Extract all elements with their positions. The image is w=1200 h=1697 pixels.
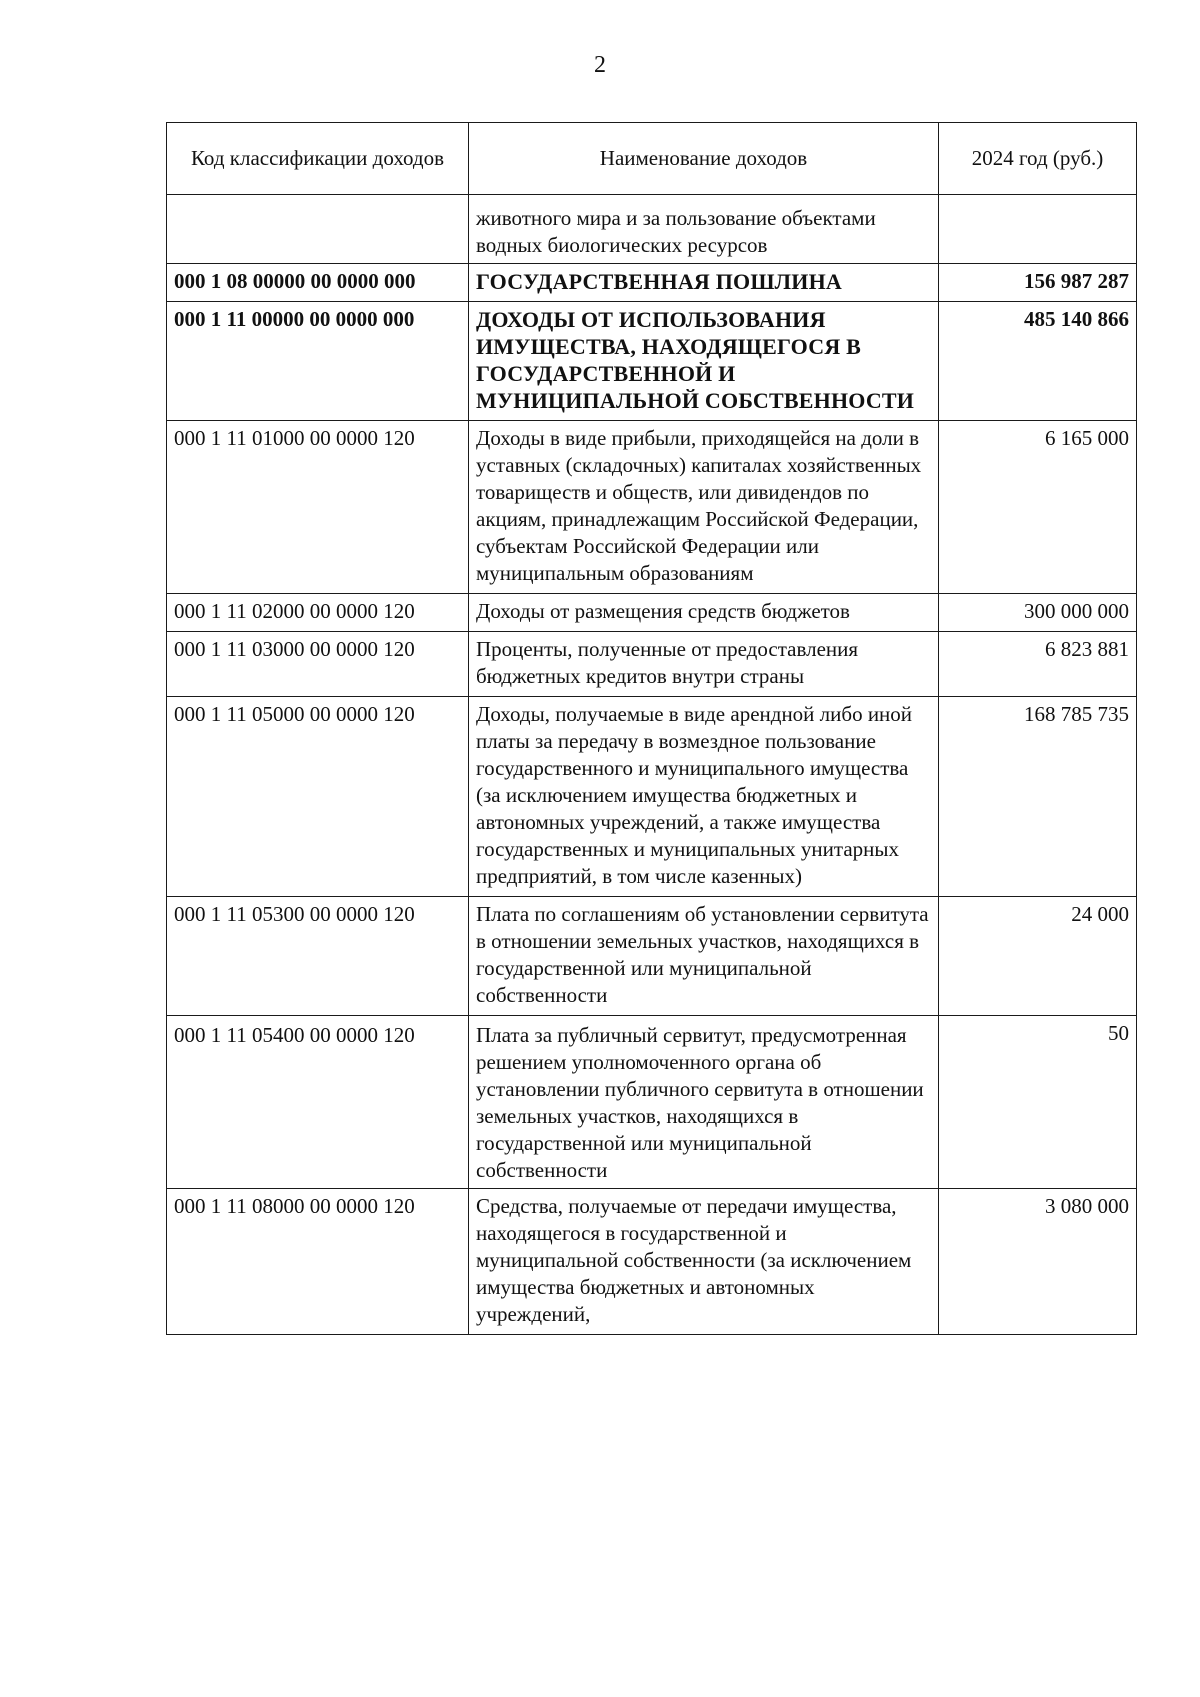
income-table: [166, 122, 1137, 1335]
table-row: [167, 594, 1137, 632]
table-row: [167, 1189, 1137, 1335]
table-row: [167, 195, 1137, 264]
row-name: ДОХОДЫ ОТ ИСПОЛЬЗОВАНИЯ ИМУЩЕСТВА, НАХОДЯЩЕГОСЯ В ГОСУДАРСТВЕННОЙ И МУНИЦИПАЛЬНОЙ СОБСТВЕННОСТИ: [469, 302, 939, 421]
row-amount: 300 000 000: [939, 594, 1137, 632]
table-row: [167, 302, 1137, 421]
row-code: 000 1 11 00000 00 0000 000: [167, 302, 469, 421]
row-amount: 6 165 000: [939, 421, 1137, 594]
row-code: 000 1 11 05300 00 0000 120: [167, 897, 469, 1016]
table-header-row: [167, 123, 1137, 195]
row-amount: [939, 195, 1137, 264]
row-code: 000 1 11 03000 00 0000 120: [167, 632, 469, 697]
table-row: [167, 697, 1137, 897]
row-name: Доходы, получаемые в виде арендной либо иной платы за передачу в возмездное пользование государственного и муниципального имущества (за исключением имущества бюджетных и автономных учреждений, а также имущества государственных и муниципальных унитарных предприятий, в том числе казенных): [469, 697, 939, 897]
row-code: 000 1 11 02000 00 0000 120: [167, 594, 469, 632]
row-name: ГОСУДАРСТВЕННАЯ ПОШЛИНА: [469, 264, 939, 302]
page-number: 2: [594, 52, 606, 78]
row-name: Средства, получаемые от передачи имущества, находящегося в государственной и муниципальной собственности (за исключением имущества бюджетных и автономных учреждений,: [469, 1189, 939, 1335]
row-code: 000 1 11 05400 00 0000 120: [167, 1016, 469, 1189]
row-code: 000 1 11 05000 00 0000 120: [167, 697, 469, 897]
row-code: [167, 195, 469, 264]
row-amount: 50: [939, 1016, 1137, 1189]
row-amount: 156 987 287: [939, 264, 1137, 302]
row-code: 000 1 08 00000 00 0000 000: [167, 264, 469, 302]
row-amount: 168 785 735: [939, 697, 1137, 897]
row-amount: 6 823 881: [939, 632, 1137, 697]
row-code: 000 1 11 08000 00 0000 120: [167, 1189, 469, 1335]
row-name: животного мира и за пользование объектами водных биологических ресурсов: [469, 195, 939, 264]
row-name: Плата по соглашениям об установлении сервитута в отношении земельных участков, находящихся в государственной или муниципальной собственности: [469, 897, 939, 1016]
row-name: Плата за публичный сервитут, предусмотренная решением уполномоченного органа об установлении публичного сервитута в отношении земельных участков, находящихся в государственной или муниципальной собственности: [469, 1016, 939, 1189]
table-row: [167, 632, 1137, 697]
row-amount: 485 140 866: [939, 302, 1137, 421]
row-name: Проценты, полученные от предоставления бюджетных кредитов внутри страны: [469, 632, 939, 697]
row-name: Доходы от размещения средств бюджетов: [469, 594, 939, 632]
row-name: Доходы в виде прибыли, приходящейся на доли в уставных (складочных) капиталах хозяйственных товариществ и обществ, или дивидендов по акциям, принадлежащим Российской Федерации, субъектам Российской Федерации или муниципальным образованиям: [469, 421, 939, 594]
header-name: Наименование доходов: [469, 123, 939, 195]
row-amount: 3 080 000: [939, 1189, 1137, 1335]
header-amount: 2024 год (руб.): [939, 123, 1137, 195]
row-amount: 24 000: [939, 897, 1137, 1016]
header-code: Код классификации доходов: [167, 123, 469, 195]
row-code: 000 1 11 01000 00 0000 120: [167, 421, 469, 594]
table-row: [167, 264, 1137, 302]
table-row: [167, 1016, 1137, 1189]
table-row: [167, 897, 1137, 1016]
table-row: [167, 421, 1137, 594]
